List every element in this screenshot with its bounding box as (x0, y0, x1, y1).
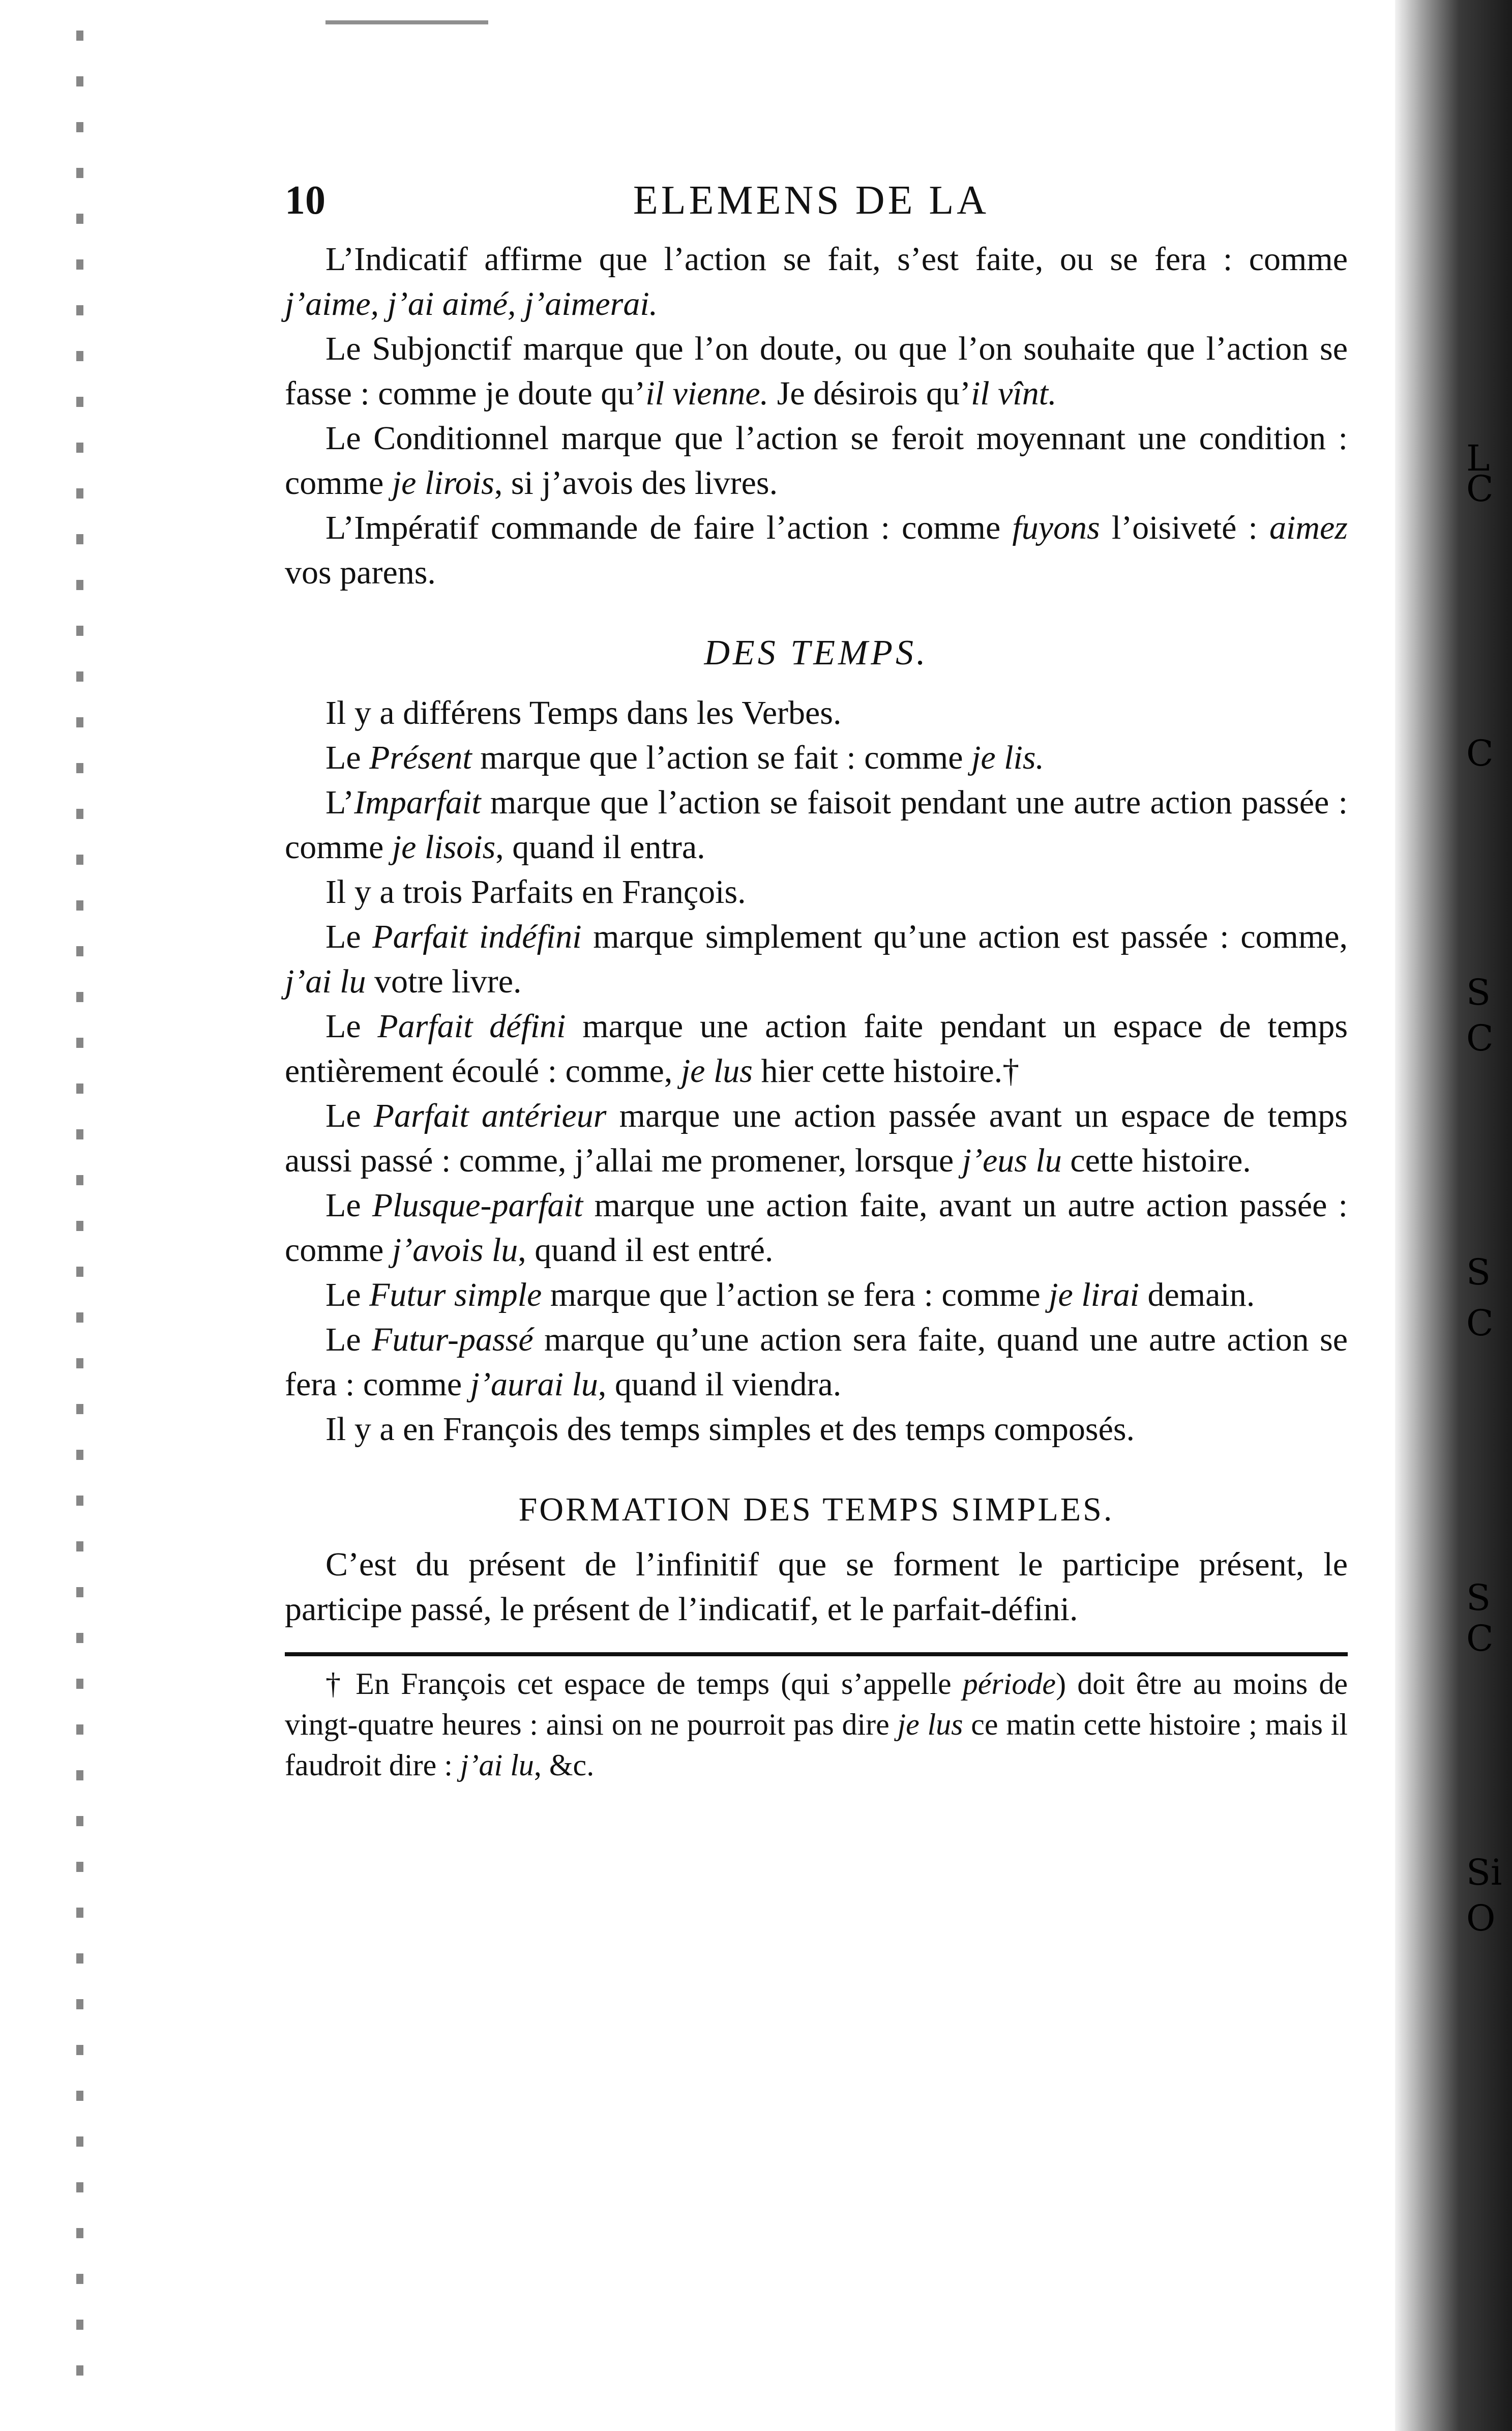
running-title: ELEMENS DE LA (633, 178, 990, 223)
page-number: 10 (285, 178, 325, 223)
paragraph-futur-passe: Le Futur-passé marque qu’une action sera faite, quand une autre action se fera : comme j’aurai lu, quand il viendra. (285, 1321, 1348, 1403)
paragraph-imparfait: L’Imparfait marque que l’action se faisoit pendant une autre action passée : comme je lisois, quand il entra. (285, 784, 1348, 866)
example: il vînt. (970, 375, 1057, 412)
paragraph-plusque-parfait: Le Plusque-parfait marque une action faite, avant un autre action passée : comme j’avois lu, quand il est entré. (285, 1187, 1348, 1269)
margin-letter: C (1466, 1618, 1494, 1659)
example: je lirois (392, 464, 494, 502)
paragraph-temps-simples-composes: Il y a en François des temps simples et des temps composés. (325, 1411, 1135, 1448)
example: j’aurai lu (470, 1366, 598, 1403)
footnote-text: † En François cet espace de temps (qui s’appelle période) doit être au moins de vingt-quatre heures : ainsi on ne pourroit pas dire je lus ce matin cette histoire ; mais il faudroit dire : j’ai lu, &c. (285, 1667, 1348, 1782)
tense-name: Futur simple (369, 1276, 542, 1313)
top-edge-rule (325, 20, 488, 24)
left-page-edge (76, 31, 83, 2396)
margin-letter: C (1466, 1017, 1494, 1059)
example: je lis. (971, 739, 1045, 776)
example: je lirai (1049, 1276, 1139, 1313)
section-heading-formation: FORMATION DES TEMPS SIMPLES. (518, 1491, 1114, 1528)
tense-name: Présent (369, 739, 472, 776)
footnote (285, 1663, 1348, 1785)
paragraph-subjonctif: Le Subjonctif marque que l’on doute, ou que l’on souhaite que l’action se fasse : comme je doute qu’il vienne. Je désirois qu’il vînt. (285, 330, 1348, 412)
section-heading-temps: DES TEMPS. (704, 633, 929, 672)
paragraph-futur-simple: Le Futur simple marque que l’action se fera : comme je lirai demain. (325, 1276, 1255, 1313)
margin-letter: C (1466, 1302, 1494, 1344)
tense-name: Parfait antérieur (373, 1097, 607, 1134)
margin-letter: L (1466, 437, 1490, 479)
paragraph-trois-parfaits: Il y a trois Parfaits en François. (325, 873, 746, 911)
margin-letter: O (1466, 1897, 1496, 1939)
paragraph-parfait-anterieur: Le Parfait antérieur marque une action passée avant un espace de temps aussi passé : comme, j’allai me promener, lorsque j’eus lu cette histoire. (285, 1097, 1348, 1179)
margin-letter: Si (1466, 1852, 1502, 1893)
paragraph-indicatif: L’Indicatif affirme que l’action se fait, s’est faite, ou se fera : comme j’aime, j’ai aimé, j’aimerai. (285, 241, 1348, 323)
page-body (285, 178, 1348, 1785)
paragraph-conditionnel: Le Conditionnel marque que l’action se feroit moyennant une condition : comme je lirois, si j’avois des livres. (285, 420, 1348, 502)
tense-name: Futur-passé (372, 1321, 533, 1358)
example: aimez (1269, 509, 1348, 546)
paragraph-imperatif: L’Impératif commande de faire l’action : comme fuyons l’oisiveté : aimez vos parens. (285, 509, 1348, 591)
tense-name: Imparfait (354, 784, 481, 821)
paragraph-present: Le Présent marque que l’action se fait : comme je lis. (325, 739, 1045, 776)
paragraph-parfait-defini: Le Parfait défini marque une action faite pendant un espace de temps entièrement écoulé : comme, je lus hier cette histoire.† (285, 1008, 1348, 1090)
example: je lus (680, 1052, 753, 1090)
example: fuyons (1012, 509, 1100, 546)
footnote-rule (285, 1652, 1348, 1656)
example: j’ai lu (285, 963, 366, 1000)
example: j’aime, j’ai aimé, j’aimerai. (285, 285, 658, 323)
margin-letter: S (1466, 1577, 1491, 1619)
paragraph-formation: C’est du présent de l’infinitif que se forment le participe présent, le participe passé, le présent de l’indicatif, et le parfait-défini. (285, 1546, 1348, 1628)
example: j’eus lu (962, 1142, 1062, 1179)
margin-letter: S (1466, 1251, 1491, 1293)
example: il vienne. (645, 375, 769, 412)
example: je lisois (392, 829, 496, 866)
example: j’avois lu (392, 1232, 518, 1269)
tense-name: Parfait indéfini (372, 918, 582, 955)
tense-name: Parfait défini (377, 1008, 566, 1045)
running-head (285, 178, 1348, 234)
margin-letter: C (1466, 733, 1494, 774)
margin-letter: S (1466, 972, 1491, 1013)
paragraph-parfait-indefini: Le Parfait indéfini marque simplement qu’une action est passée : comme, j’ai lu votre livre. (285, 918, 1348, 1000)
margin-letter: C (1466, 468, 1494, 510)
paragraph-temps: Il y a différens Temps dans les Verbes. (325, 694, 842, 731)
tense-name: Plusque-parfait (372, 1187, 583, 1224)
facing-page-margin (1456, 0, 1512, 2431)
